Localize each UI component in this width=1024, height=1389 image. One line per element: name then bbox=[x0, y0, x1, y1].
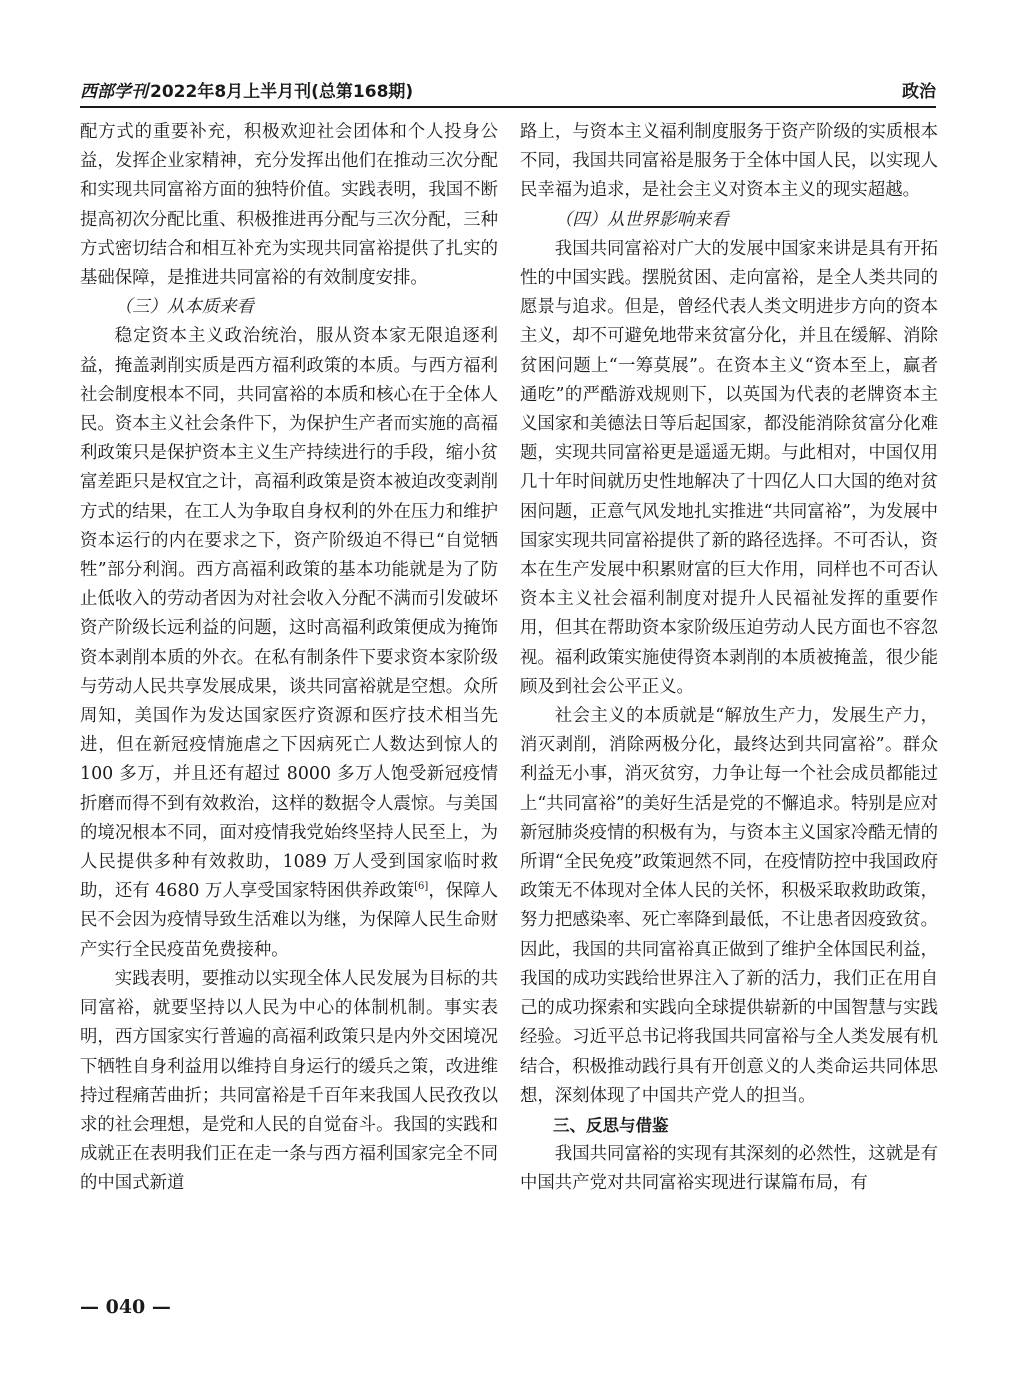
paragraph-practice: 实践表明，要推动以实现全体人民发展为目标的共同富裕，就要坚持以人民为中心的体制机制。事实表明，西方国家实行普遍的高福利政策只是内外交困境况下牺牲自身利益用以维持自身运行的缓兵之策，改进维持过程痛苦曲折；共同富裕是千百年来我国人民孜孜以求的社会理想，是党和人民的自觉奋斗。我国的实践和成就正在表明我们正在走一条与西方福利国家完全不同的中国式新道 bbox=[80, 968, 498, 1194]
paragraph-essence-tail: ，保障人民不会因为疫情导致生活难以为继，为保障人民生命财产实行全民疫苗免费接种。 bbox=[80, 881, 498, 960]
paragraph-essence-text: 稳定资本主义政治统治，服从资本家无限追逐利益，掩盖剥削实质是西方福利政策的本质。与西方福利社会制度根本不同，共同富裕的本质和核心在于全体人民。资本主义社会条件下，为保护生产者而实施的高福利政策只是保护资本主义生产持续进行的手段，缩小贫富差距只是权宜之计，高福利政策是资本被迫改变剥削方式的结果，在工人为争取自身权利的外在压力和维护资本运行的内在要求之下，资产阶级迫不得已“自觉牺牲”部分利润。西方高福利政策的基本功能就是为了防止低收入的劳动者因为对社会收入分配不满而引发破坏资产阶级长远利益的问题，这时高福利政策便成为掩饰资本剥削本质的外衣。在私有制条件下要求资本家阶级与劳动人民共享发展成果，谈共同富裕就是空想。众所周知，美国作为发达国家医疗资源和医疗技术相当先进，但在新冠疫情施虐之下因病死亡人数达到惊人的 100 多万，并且还有超过 8000 多万人饱受新冠疫情折磨而得不到有效救治，这样的数据令人震惊。与美国的境况根本不同，面对疫情我党始终坚持人民至上，为人民提供多种有效救助，1089 万人受到国家临时救助，还有 4680 万人享受国家特困供养政策 bbox=[80, 326, 498, 902]
journal-issue: 2022年8月上半月刊(总第168期) bbox=[150, 82, 414, 102]
running-header bbox=[80, 68, 936, 108]
section-name: 政治 bbox=[902, 82, 936, 102]
paragraph-socialism: 社会主义的本质就是“解放生产力，发展生产力，消灭剥削，消除两极分化，最终达到共同富裕”。群众利益无小事，消灭贫穷，力争让每一个社会成员都能过上“共同富裕”的美好生活是党的不懈追求。特别是应对新冠肺炎疫情的积极有为，与资本主义国家冷酷无情的所谓“全民免疫”政策迥然不同，在疫情防控中我国政府政策无不体现对全体人民的关怀，积极采取救助政策，努力把感染率、死亡率降到最低，不让患者因疫致贫。因此，我国的共同富裕真正做到了维护全体国民利益，我国的成功实践给世界注入了新的活力，我们正在用自己的成功探索和实践向全球提供崭新的中国智慧与实践经验。习近平总书记将我国共同富裕与全人类发展有机结合，积极推动践行具有开创意义的人类命运共同体思想，深刻体现了中国共产党人的担当。 bbox=[520, 706, 938, 1106]
paragraph-reflection: 我国共同富裕的实现有其深刻的必然性，这就是有中国共产党对共同富裕实现进行谋篇布局，有 bbox=[520, 1144, 938, 1194]
paragraph-continued: 配方式的重要补充，积极欢迎社会团体和个人投身公益，发挥企业家精神，充分发挥出他们在推动三次分配和实现共同富裕方面的独特价值。实践表明，我国不断提高初次分配比重、积极推进再分配与三次分配，三种方式密切结合和相互补充为实现共同富裕提供了扎实的基础保障，是推进共同富裕的有效制度安排。 bbox=[80, 122, 498, 289]
paragraph-essence bbox=[80, 322, 498, 964]
subsection-heading-world: （四）从世界影响来看 bbox=[554, 209, 729, 230]
section-heading-reflection: 三、反思与借鉴 bbox=[553, 1115, 669, 1135]
paragraph-world: 我国共同富裕对广大的发展中国家来讲是具有开拓性的中国实践。摆脱贫困、走向富裕，是全人类共同的愿景与追求。但是，曾经代表人类文明进步方向的资本主义，却不可避免地带来贫富分化，并且在缓解、消除贫困问题上“一筹莫展”。在资本主义“资本至上，赢者通吃”的严酷游戏规则下，以英国为代表的老牌资本主义国家和美德法日等后起国家，都没能消除贫富分化难题，实现共同富裕更是遥遥无期。与此相对，中国仅用几十年时间就历史性地解决了十四亿人口大国的绝对贫困问题，正意气风发地扎实推进“共同富裕”，为发展中国家实现共同富裕提供了新的路径选择。不可否认，资本在生产发展中积累财富的巨大作用，同样也不可否认资本主义社会福利制度对提升人民福祉发挥的重要作用，但其在帮助资本家阶级压迫劳动人民方面也不容忽视。福利政策实施使得资本剥削的本质被掩盖，很少能顾及到社会公平正义。 bbox=[520, 238, 938, 697]
journal-title bbox=[80, 77, 413, 102]
citation-ref: [6] bbox=[414, 881, 429, 893]
journal-logo: 西部学刊 bbox=[80, 82, 148, 102]
paragraph-continued-right: 路上，与资本主义福利制度服务于资产阶级的实质根本不同，我国共同富裕是服务于全体中国人民，以实现人民幸福为追求，是社会主义对资本主义的现实超越。 bbox=[520, 122, 938, 201]
left-column bbox=[80, 118, 498, 1199]
page-number: — 040 — bbox=[80, 1296, 171, 1318]
right-column bbox=[520, 118, 938, 1199]
subsection-heading-essence: （三）从本质来看 bbox=[114, 297, 254, 318]
